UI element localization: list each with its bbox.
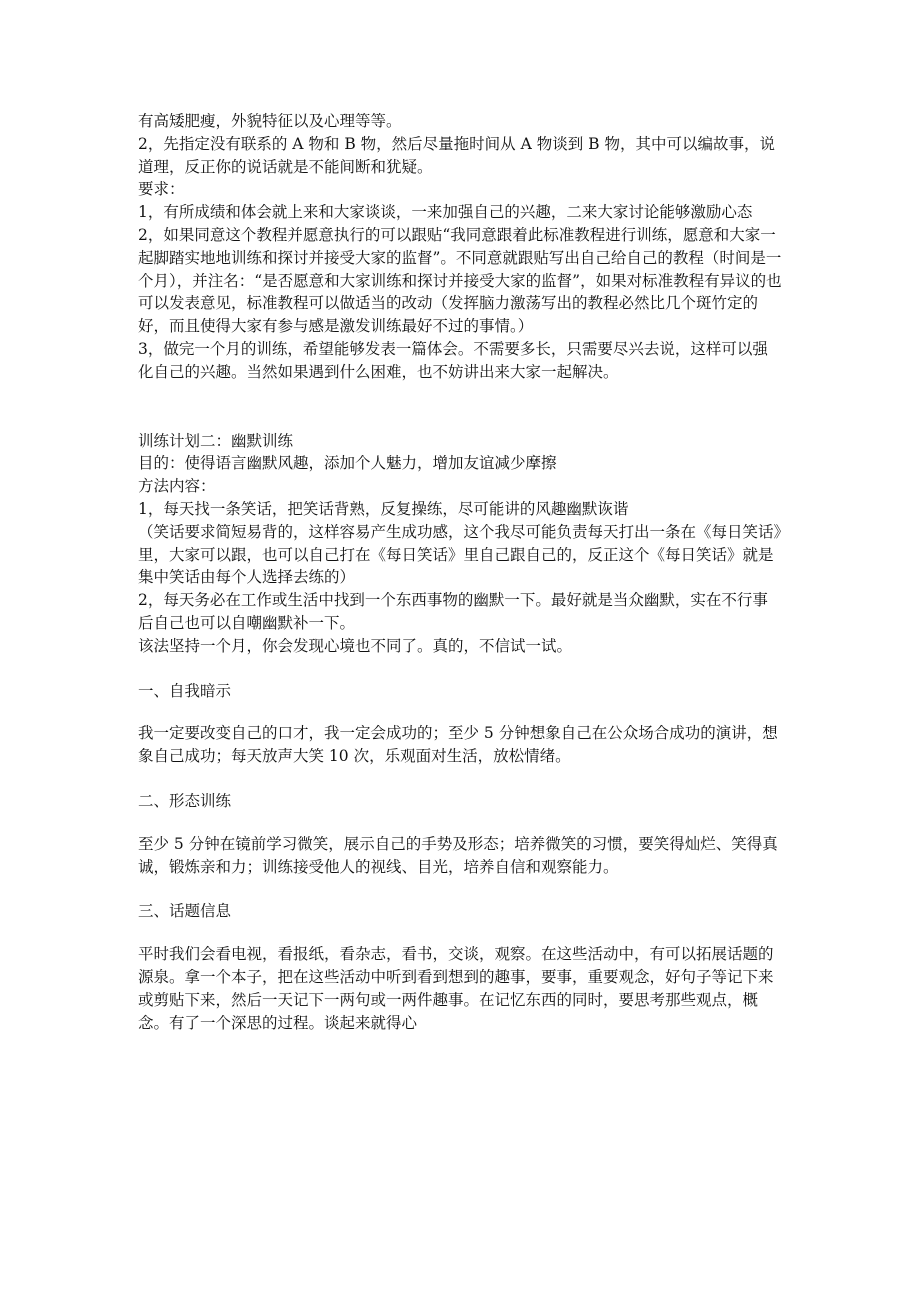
section-heading: 三、话题信息 (138, 902, 232, 921)
paragraph: 1，每天找一条笑话，把笑话背熟，反复操练，尽可能讲的风趣幽默诙谐 (138, 499, 629, 518)
paragraph: 2，先指定没有联系的 A 物和 B 物，然后尽量拖时间从 A 物谈到 B 物，其中可以编故事，说道理，反正你的说话就是不能间断和犹疑。 (138, 134, 775, 176)
spacer (138, 813, 782, 833)
spacer (138, 658, 782, 680)
paragraph: 有高矮肥瘦，外貌特征以及心理等等。 (138, 112, 402, 130)
spacer (138, 768, 782, 790)
section-heading: 一、自我暗示 (138, 681, 232, 700)
spacer (138, 923, 782, 943)
section-body: 平时我们会看电视，看报纸，看杂志，看书，交谈，观察。在这些活动中，有可以拓展话题的源泉。拿一个本子，把在这些活动中听到看到想到的趣事，要事，重要观念，好句子等记下来或剪贴下来，然后一天记下一两句或一两件趣事。在记忆东西的同时，要思考那些观点，概念。有了一个深思的过程。谈起来就得心 (138, 945, 774, 1032)
paragraph: 方法内容： (138, 477, 216, 496)
paragraph: 该法坚持一个月，你会发现心境也不同了。真的，不信试一试。 (138, 636, 573, 655)
paragraph: 目的：使得语言幽默风趣，添加个人魅力，增加友谊减少摩擦 (138, 454, 557, 473)
paragraph: 要求： (138, 180, 185, 199)
section-body: 我一定要改变自己的口才，我一定会成功的；至少 5 分钟想象自己在公众场合成功的演讲，想象自己成功；每天放声大笑 10 次，乐观面对生活，放松情绪。 (138, 724, 778, 766)
spacer (138, 384, 782, 430)
paragraph: 2，如果同意这个教程并愿意执行的可以跟贴“我同意跟着此标准教程进行训练，愿意和大家一起脚踏实地地训练和探讨并接受大家的监督”。不同意就跟贴写出自己给自己的教程（时间是一个月），并注名：“是否愿意和大家训练和探讨并接受大家的监督”，如果对标准教程有异议的也可以发表意见，标准教程可以做适当的改动（发挥脑力激荡写出的教程必然比几个斑竹定的好，而且使得大家有参与感是激发训练最好不过的事情。） (138, 225, 782, 336)
document-page (138, 110, 782, 1034)
section-heading: 二、形态训练 (138, 791, 232, 810)
paragraph: 3，做完一个月的训练，希望能够发表一篇体会。不需要多长，只需要尽兴去说，这样可以强化自己的兴趣。当然如果遇到什么困难，也不妨讲出来大家一起解决。 (138, 339, 768, 381)
spacer (138, 702, 782, 722)
section-body: 至少 5 分钟在镜前学习微笑，展示自己的手势及形态；培养微笑的习惯，要笑得灿烂、笑得真诚，锻炼亲和力；训练接受他人的视线、目光，培养自信和观察能力。 (138, 834, 778, 876)
paragraph: （笑话要求简短易背的，这样容易产生成功感，这个我尽可能负责每天打出一条在《每日笑话》里，大家可以跟，也可以自己打在《每日笑话》里自己跟自己的，反正这个《每日笑话》就是集中笑话由每个人选择去练的） (138, 522, 782, 587)
paragraph: 1，有所成绩和体会就上来和大家谈谈，一来加强自己的兴趣，二来大家讨论能够激励心态 (138, 203, 753, 222)
plan-title: 训练计划二：幽默训练 (138, 431, 294, 450)
spacer (138, 878, 782, 900)
paragraph: 2，每天务必在工作或生活中找到一个东西事物的幽默一下。最好就是当众幽默，实在不行事后自己也可以自嘲幽默补一下。 (138, 591, 768, 632)
